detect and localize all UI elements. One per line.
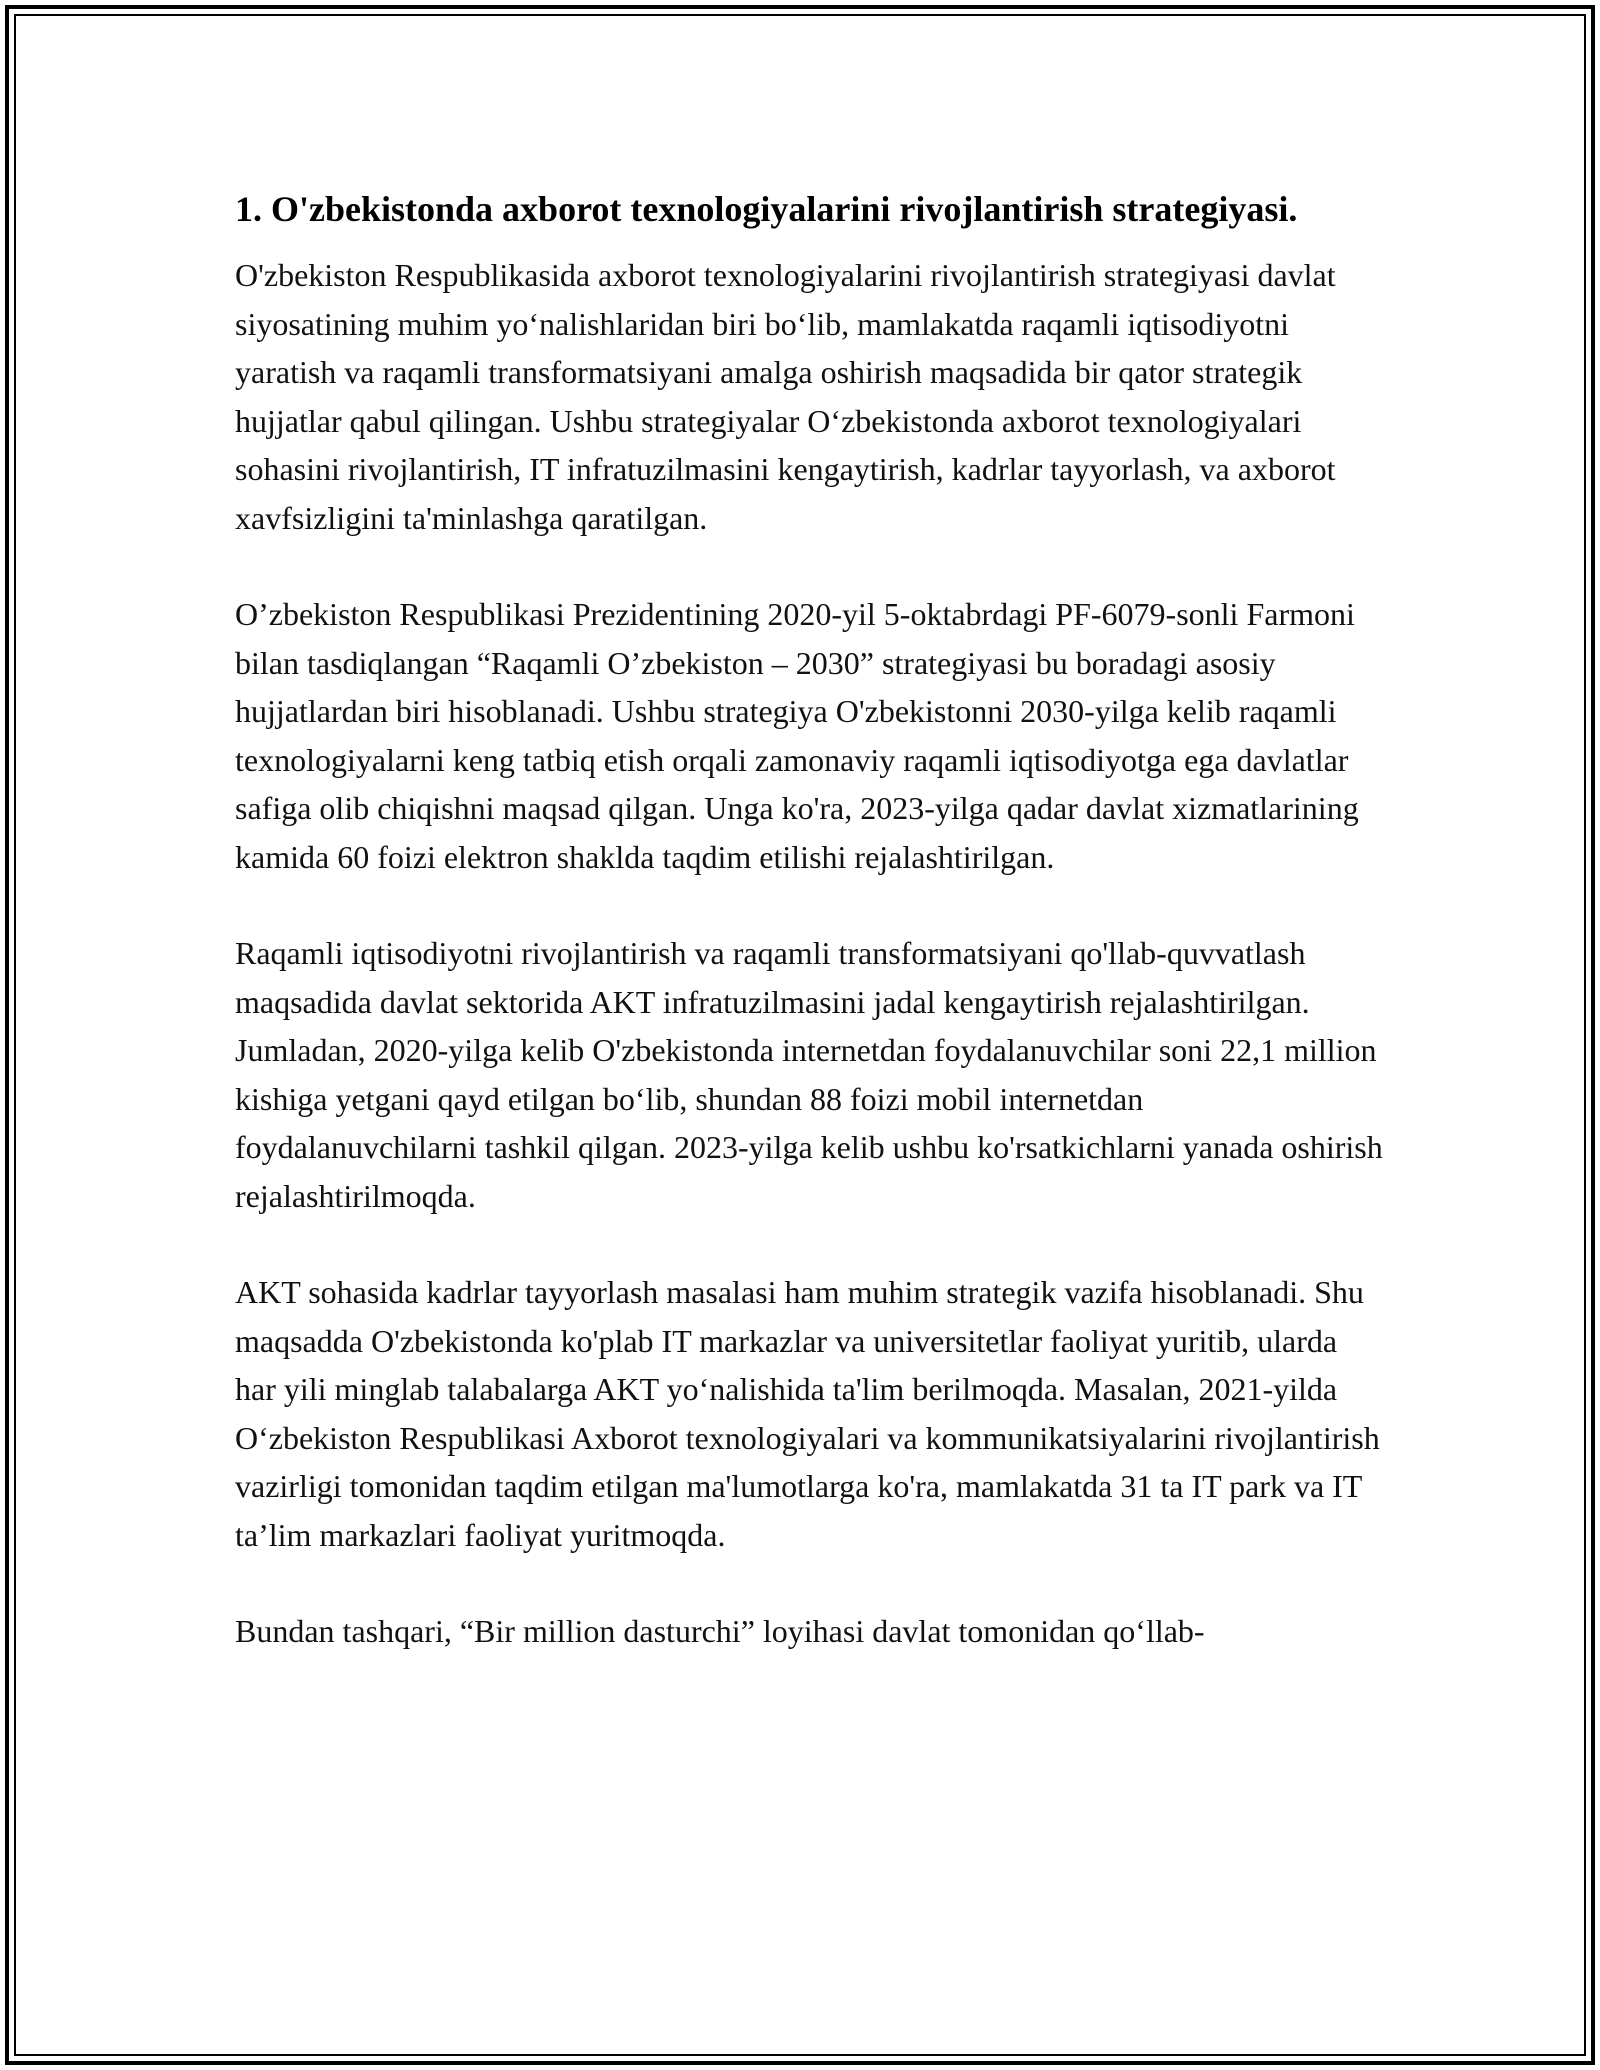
paragraph-1: O'zbekiston Respublikasida axborot texnologiyalarini rivojlantirish strategiyasi davlat siyosatining muhim yo‘nalishlaridan biri bo‘lib, mamlakatda raqamli iqtisodiyotni yaratish va raqamli transformatsiyani amalga oshirish maqsadida bir qator strategik hujjatlar qabul qilingan. Ushbu strategiyalar O‘zbekistonda axborot texnologiyalari sohasini rivojlantirish, IT infratuzilmasini kengaytirish, kadrlar tayyorlash, va axborot xavfsizligini ta'minlashga qaratilgan.	[235, 257, 1336, 536]
section-heading: 1. O'zbekistonda axborot texnologiyalarini rivojlantirish strategiyasi.	[235, 189, 1298, 229]
paragraph-5: Bundan tashqari, “Bir million dasturchi” loyihasi davlat tomonidan qo‘llab-	[235, 1613, 1205, 1649]
paragraph-2: O’zbekiston Respublikasi Prezidentining 2020-yil 5-oktabrdagi PF-6079-sonli Farmoni bilan tasdiqlangan “Raqamli O’zbekiston – 2030” strategiyasi bu boradagi asosiy hujjatlardan biri hisoblanadi. Ushbu strategiya O'zbekistonni 2030-yilga kelib raqamli texnologiyalarni keng tatbiq etish orqali zamonaviy raqamli iqtisodiyotga ega davlatlar safiga olib chiqishni maqsad qilgan. Unga ko'ra, 2023-yilga qadar davlat xizmatlarining kamida 60 foizi elektron shaklda taqdim etilishi rejalashtirilgan.	[235, 596, 1359, 875]
paragraph-3: Raqamli iqtisodiyotni rivojlantirish va raqamli transformatsiyani qo'llab-quvvatlash maqsadida davlat sektorida AKT infratuzilmasini jadal kengaytirish rejalashtirilgan. Jumladan, 2020-yilga kelib O'zbekistonda internetdan foydalanuvchilar soni 22,1 million kishiga yetgani qayd etilgan bo‘lib, shundan 88 foizi mobil internetdan foydalanuvchilarni tashkil qilgan. 2023-yilga kelib ushbu ko'rsatkichlarni yanada oshirish rejalashtirilmoqda.	[235, 935, 1383, 1214]
document-body	[235, 185, 1385, 1704]
paragraph-4: AKT sohasida kadrlar tayyorlash masalasi ham muhim strategik vazifa hisoblanadi. Shu maqsadda O'zbekistonda ko'plab IT markazlar va universitetlar faoliyat yuritib, ularda har yili minglab talabalarga AKT yo‘nalishida ta'lim berilmoqda. Masalan, 2021-yilda O‘zbekiston Respublikasi Axborot texnologiyalari va kommunikatsiyalarini rivojlantirish vazirligi tomonidan taqdim etilgan ma'lumotlarga ko'ra, mamlakatda 31 ta IT park va IT ta’lim markazlari faoliyat yuritmoqda.	[235, 1274, 1380, 1553]
